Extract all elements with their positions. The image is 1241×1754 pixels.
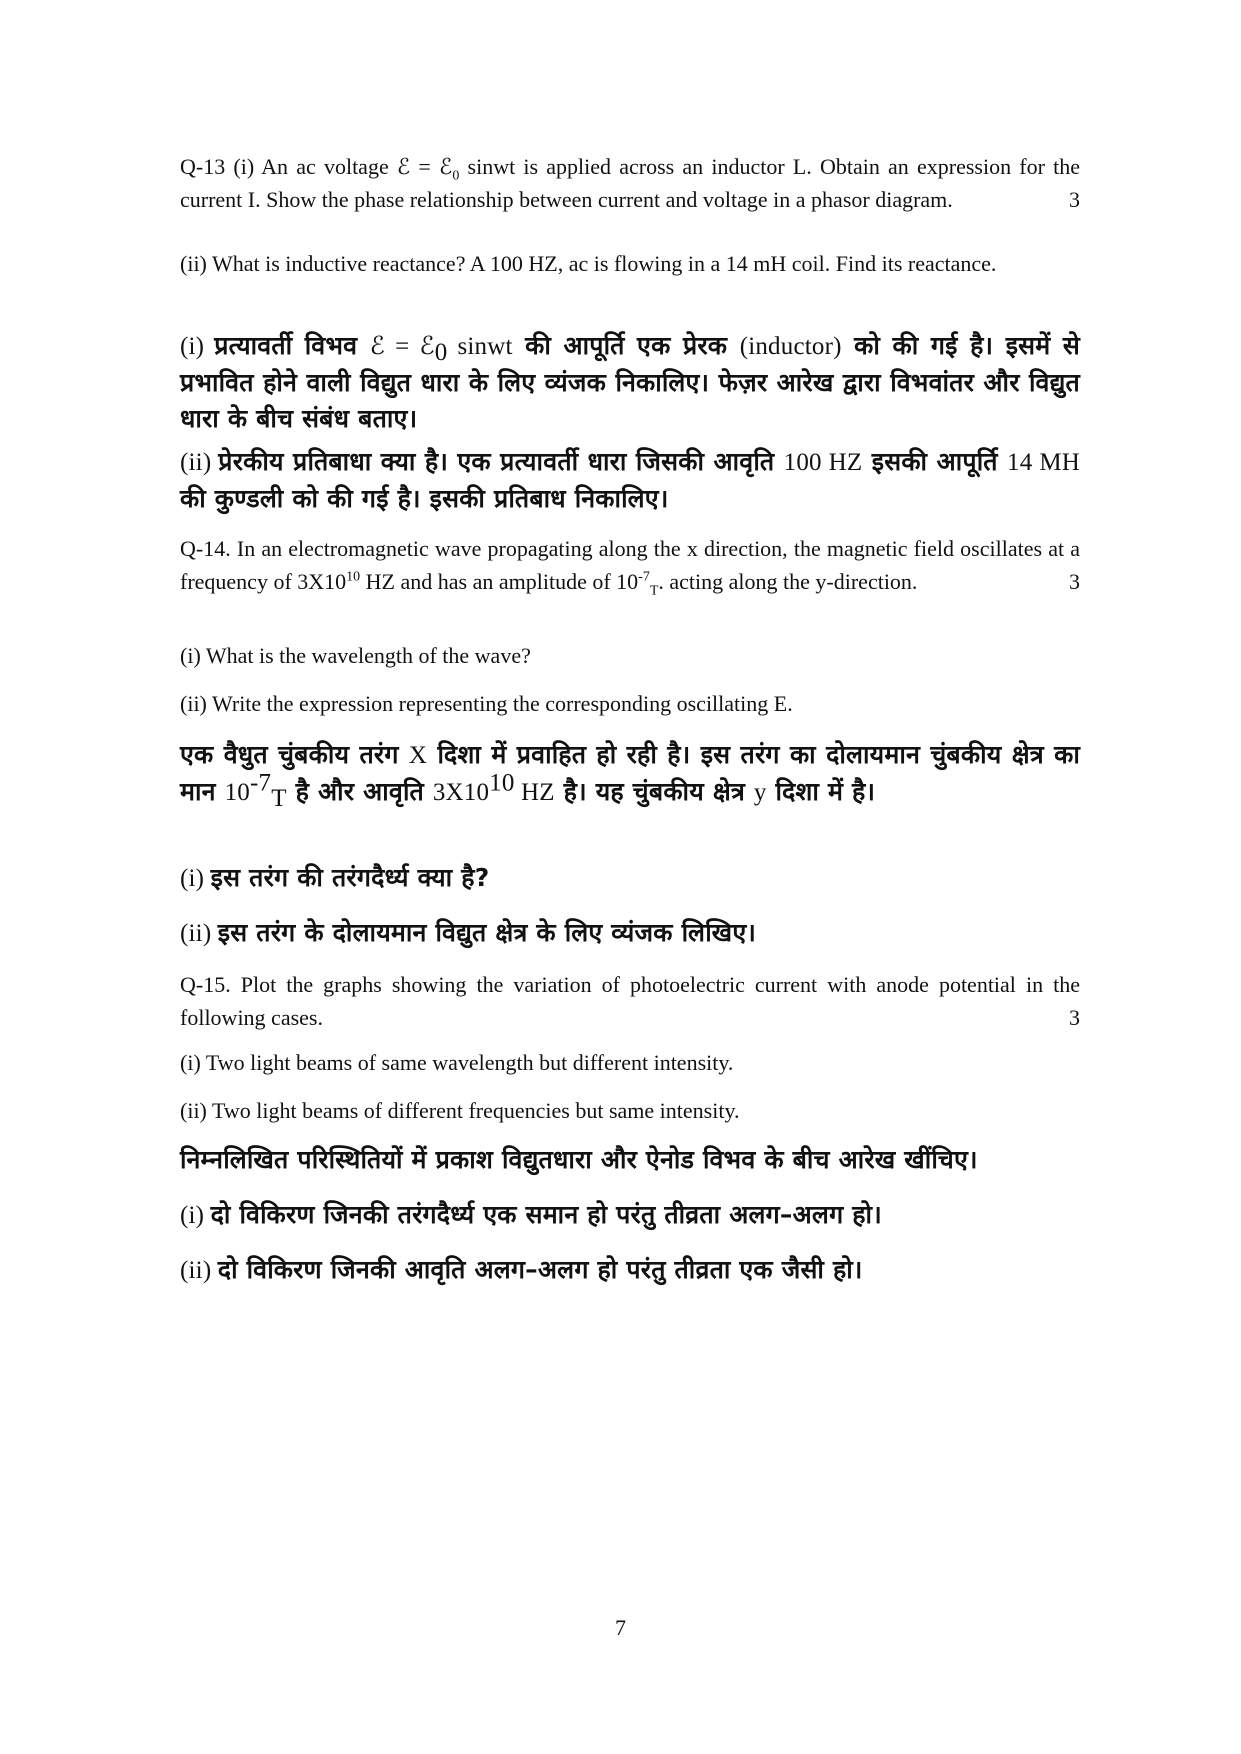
q13-part2: (ii) What is inductive reactance? A 100 HZ, ac is flowing in a 14 mH coil. Find its reactance.	[180, 251, 997, 276]
q14-hindi-part2: (ii) इस तरंग के दोलायमान विद्युत क्षेत्र के लिए व्यंजक लिखिए।	[180, 918, 757, 947]
q13-hindi-part2: (ii) प्रेरकीय प्रतिबाधा क्या है। एक प्रत्यावर्ती धारा जिसकी आवृति 100 HZ इसकी आपूर्ति 14 MH की कुण्डली को की गई है। इसकी प्रतिबाध निकालिए।	[180, 447, 1081, 513]
q13-english	[180, 150, 1080, 216]
q13-part1: Q-13 (i) An ac voltage ℰ = ℰ$_0$ sinwt is applied across an inductor L. Obtain an expression for the current I. Show the phase relationship between current and voltage in a phasor diagram. 3	[180, 150, 1080, 216]
q14-english: Q-14. In an electromagnetic wave propagating along the x direction, the magnetic field oscillates at a frequency of $3X10^{10}$ HZ and has an amplitude of $10^{-7}_T$. acting along the y-direction. 3	[180, 536, 1080, 599]
q15-marks: 3	[1069, 1005, 1080, 1030]
q15-hindi-part1: (i) दो विकिरण जिनकी तरंगदैर्ध्य एक समान हो परंतु तीव्रता अलग–अलग हो।	[180, 1200, 882, 1229]
q13-marks: 3	[1069, 187, 1080, 212]
q14-part2: (ii) Write the expression representing the corresponding oscillating E.	[180, 691, 793, 716]
q14-part1: (i) What is the wavelength of the wave?	[180, 643, 531, 668]
q14-marks: 3	[1069, 569, 1080, 594]
q13-hindi-part1: (i) प्रत्यावर्ती विभव ℰ = ℰ$_0$ sinwt की आपूर्ति एक प्रेरक (inductor) को की गई है। इसमें से प्रभावित होने वाली विद्युत धारा के लिए व्यंजक निकालिए। फेज़र आरेख द्वारा विभवांतर और विद्युत धारा के बीच संबंध बताए।	[180, 331, 1081, 433]
q15-hindi-part2: (ii) दो विकिरण जिनकी आवृति अलग–अलग हो परंतु तीव्रता एक जैसी हो।	[180, 1255, 863, 1284]
q15-english: Q-15. Plot the graphs showing the variation of photoelectric current with anode potential in the following cases. 3	[180, 968, 1080, 1034]
page-number: 7	[615, 1615, 626, 1640]
q15-hindi: निम्नलिखित परिस्थितियों में प्रकाश विद्युतधारा और ऐनोड विभव के बीच आरेख खींचिए।	[180, 1145, 978, 1174]
q14-hindi: एक वैधुत चुंबकीय तरंग X दिशा में प्रवाहित हो रही है। इस तरंग का दोलायमान चुंबकीय क्षेत्र का मान $10^{-7}_T$ है और आवृति $3X10^{10}$ HZ है। यह चुंबकीय क्षेत्र y दिशा में है।	[180, 740, 1080, 812]
q14-hindi-part1: (i) इस तरंग की तरंगदैर्ध्य क्या है?	[180, 863, 490, 892]
q15-part1: (i) Two light beams of same wavelength but different intensity.	[180, 1050, 734, 1075]
q15-part2: (ii) Two light beams of different frequencies but same intensity.	[180, 1098, 740, 1123]
